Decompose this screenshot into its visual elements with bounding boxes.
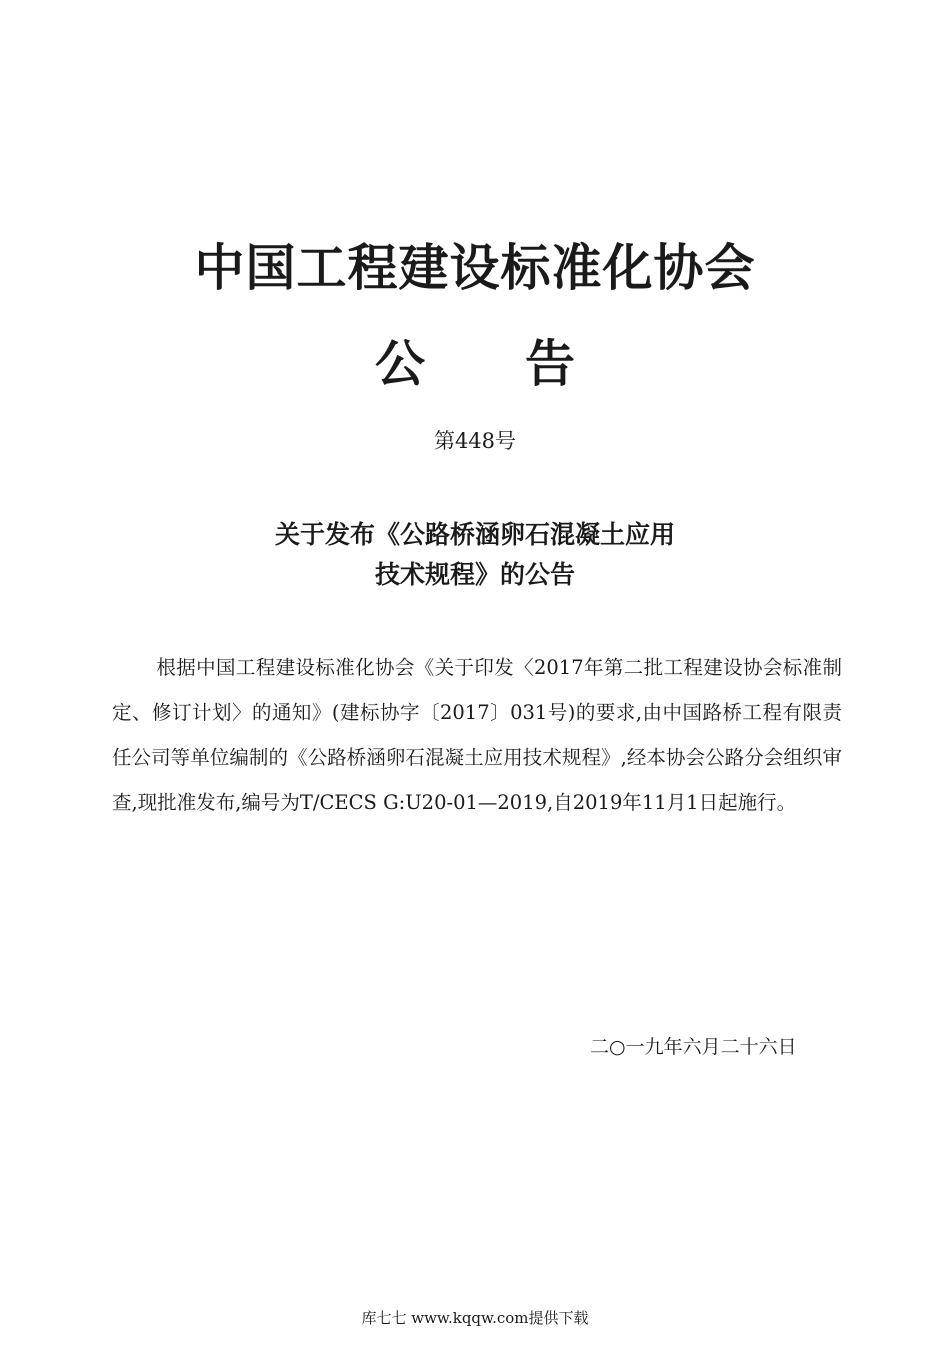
organization-title: 中国工程建设标准化协会 [194, 239, 756, 297]
document-number: 第448号 [433, 429, 517, 453]
body-paragraph-text: 根据中国工程建设标准化协会《关于印发〈2017年第二批工程建设协会标准制定、修订计划〉的通知》(建标协字〔2017〕031号)的要求,由中国路桥工程有限责任公司等单位编制的《公路桥涵卵石混凝土应用技术规程》,经本协会公路分会组织审查,现批准发布,编号为T/CECS G:U20-01—2019,自2019年11月1日起施行。 [112, 656, 842, 814]
notice-title [0, 334, 950, 394]
notice-title-char-2: 告 [525, 335, 575, 393]
subject-line-1: 关于发布《公路桥涵卵石混凝土应用 [274, 520, 675, 549]
subject-line-2: 技术规程》的公告 [374, 560, 575, 589]
issue-date: 二○一九年六月二十六日 [590, 1036, 797, 1058]
body-paragraph [112, 645, 842, 825]
notice-title-char-1: 公 [375, 335, 425, 393]
subject-heading [0, 515, 950, 595]
footer-watermark: 库七七 www.kqqw.com提供下载 [361, 1309, 589, 1327]
